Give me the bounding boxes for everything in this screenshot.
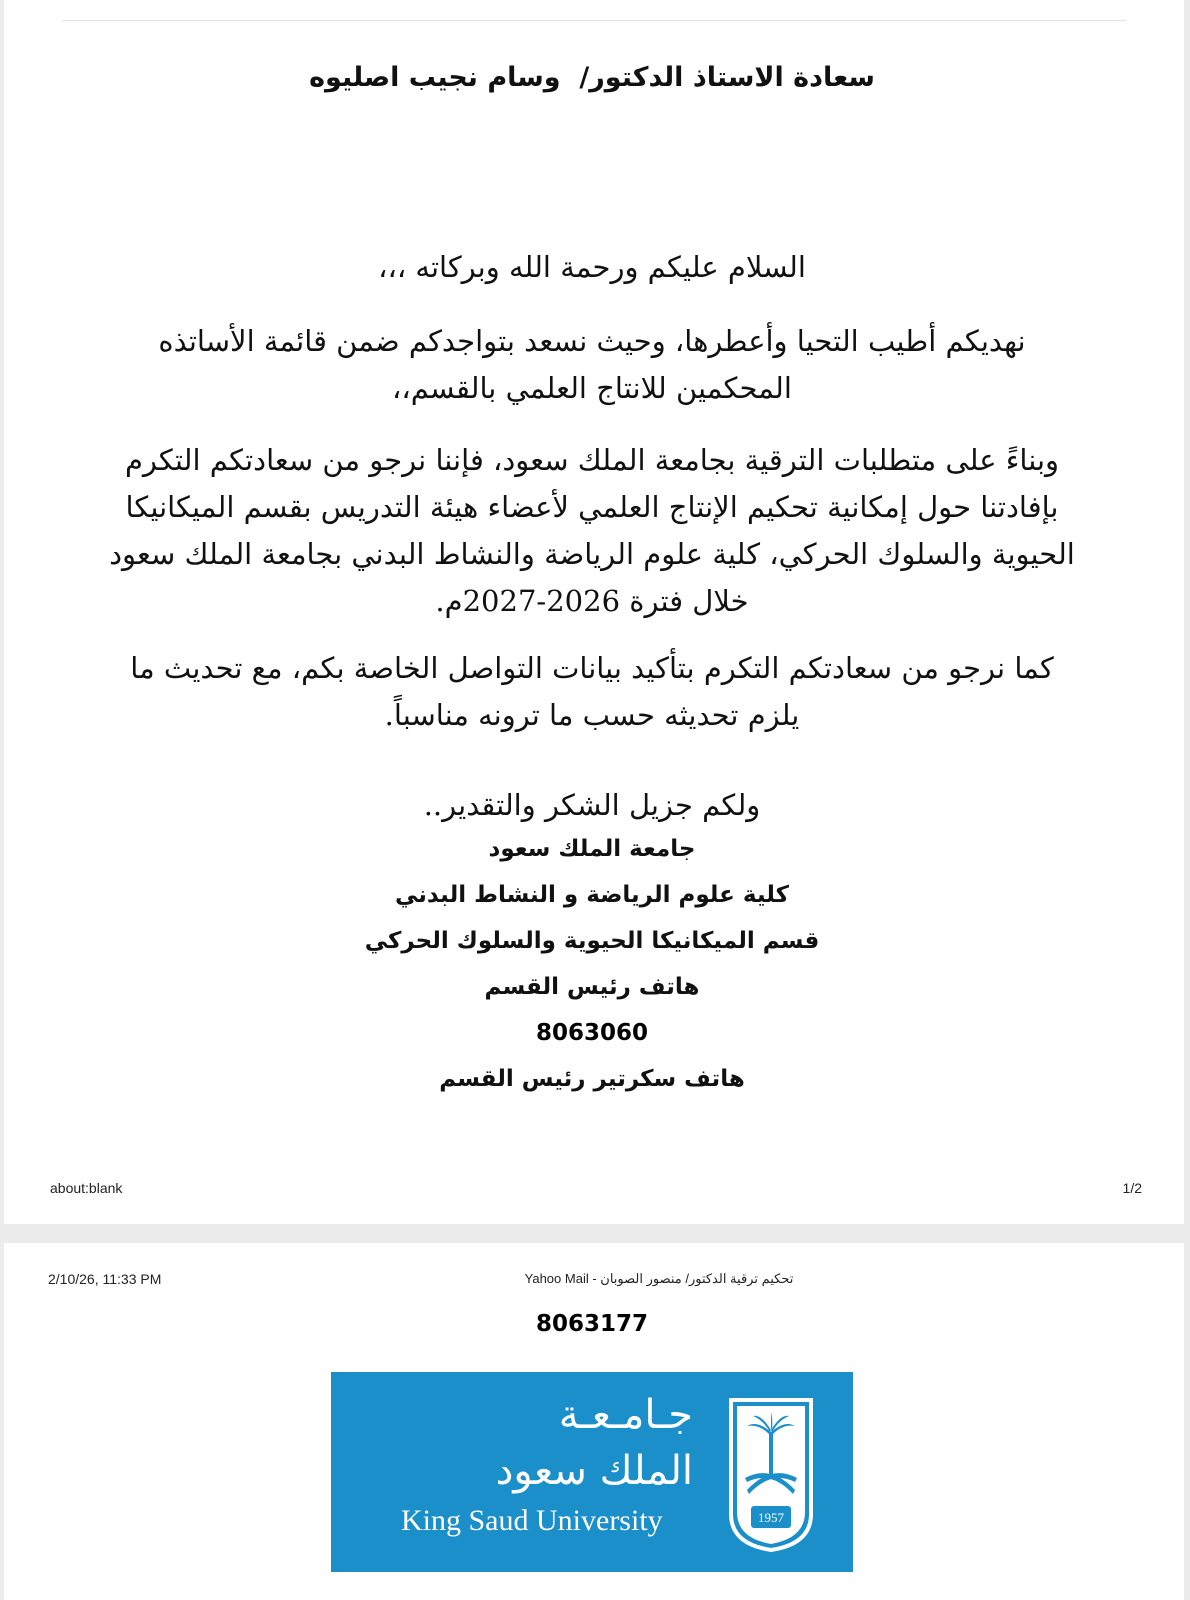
signature-department: قسم الميكانيكا الحيوية والسلوك الحركي — [364, 928, 820, 954]
signature-college: كلية علوم الرياضة و النشاط البدني — [394, 882, 790, 908]
paragraph-line: وبناءً على متطلبات الترقية بجامعة الملك سعود، فإننا نرجو من سعادتكم التكرم — [124, 443, 1060, 477]
head-phone-number: 8063060 — [535, 1020, 649, 1046]
ksu-seal-icon — [721, 1394, 821, 1554]
paragraph-intro — [64, 318, 1120, 412]
recipient-line: سعادة الاستاذ الدكتور/ وسام نجيب اصليوه — [309, 62, 875, 93]
head-phone-label: هاتف رئيس القسم — [484, 974, 700, 1000]
print-date: 2/10/26, 11:33 PM — [48, 1271, 162, 1287]
page-top-divider — [62, 20, 1126, 21]
paragraph-line: خلال فترة 2026-2027م. — [435, 584, 749, 618]
paragraph-line: كما نرجو من سعادتكم التكرم بتأكيد بيانات التواصل الخاصة بكم، مع تحديث ما — [130, 651, 1054, 685]
greeting — [4, 244, 1180, 291]
ksu-logo — [331, 1372, 853, 1572]
paragraph-line: بإفادتنا حول إمكانية تحكيم الإنتاج العلمي لأعضاء هيئة التدريس بقسم الميكانيكا — [125, 490, 1059, 524]
closing — [4, 782, 1180, 829]
print-title: تحكيم ترقية الدكتور/ منصور الصوبان - Yahoo Mail — [524, 1271, 794, 1286]
letter-page-1 — [4, 0, 1184, 1224]
logo-arabic-line2: الملك سعود — [495, 1448, 693, 1494]
paragraph-request — [44, 437, 1140, 625]
greeting-text: السلام عليكم ورحمة الله وبركاته ،،، — [378, 250, 806, 284]
logo-arabic-line1: جـامـعـة — [558, 1392, 693, 1438]
seal-year: 1957 — [758, 1510, 784, 1525]
signature-university: جامعة الملك سعود — [488, 836, 696, 862]
paragraph-line: نهديكم أطيب التحيا وأعطرها، وحيث نسعد بتواجدكم ضمن قائمة الأساتذه — [158, 324, 1026, 358]
logo-english-name: King Saud University — [401, 1504, 663, 1537]
closing-text: ولكم جزيل الشكر والتقدير.. — [423, 788, 761, 822]
page-number: 1/2 — [1122, 1180, 1142, 1196]
paragraph-contact — [44, 645, 1140, 739]
paragraph-line: يلزم تحديثه حسب ما ترونه مناسباً. — [384, 698, 800, 732]
secretary-phone-number: 8063177 — [535, 1311, 649, 1337]
paragraph-line: المحكمين للانتاج العلمي بالقسم،، — [392, 371, 792, 405]
paragraph-line: الحيوية والسلوك الحركي، كلية علوم الرياضة والنشاط البدني بجامعة الملك سعود — [109, 537, 1075, 571]
letter-page-2 — [4, 1243, 1184, 1600]
footer-url: about:blank — [50, 1180, 123, 1196]
secretary-phone-label: هاتف سكرتير رئيس القسم — [439, 1066, 745, 1092]
